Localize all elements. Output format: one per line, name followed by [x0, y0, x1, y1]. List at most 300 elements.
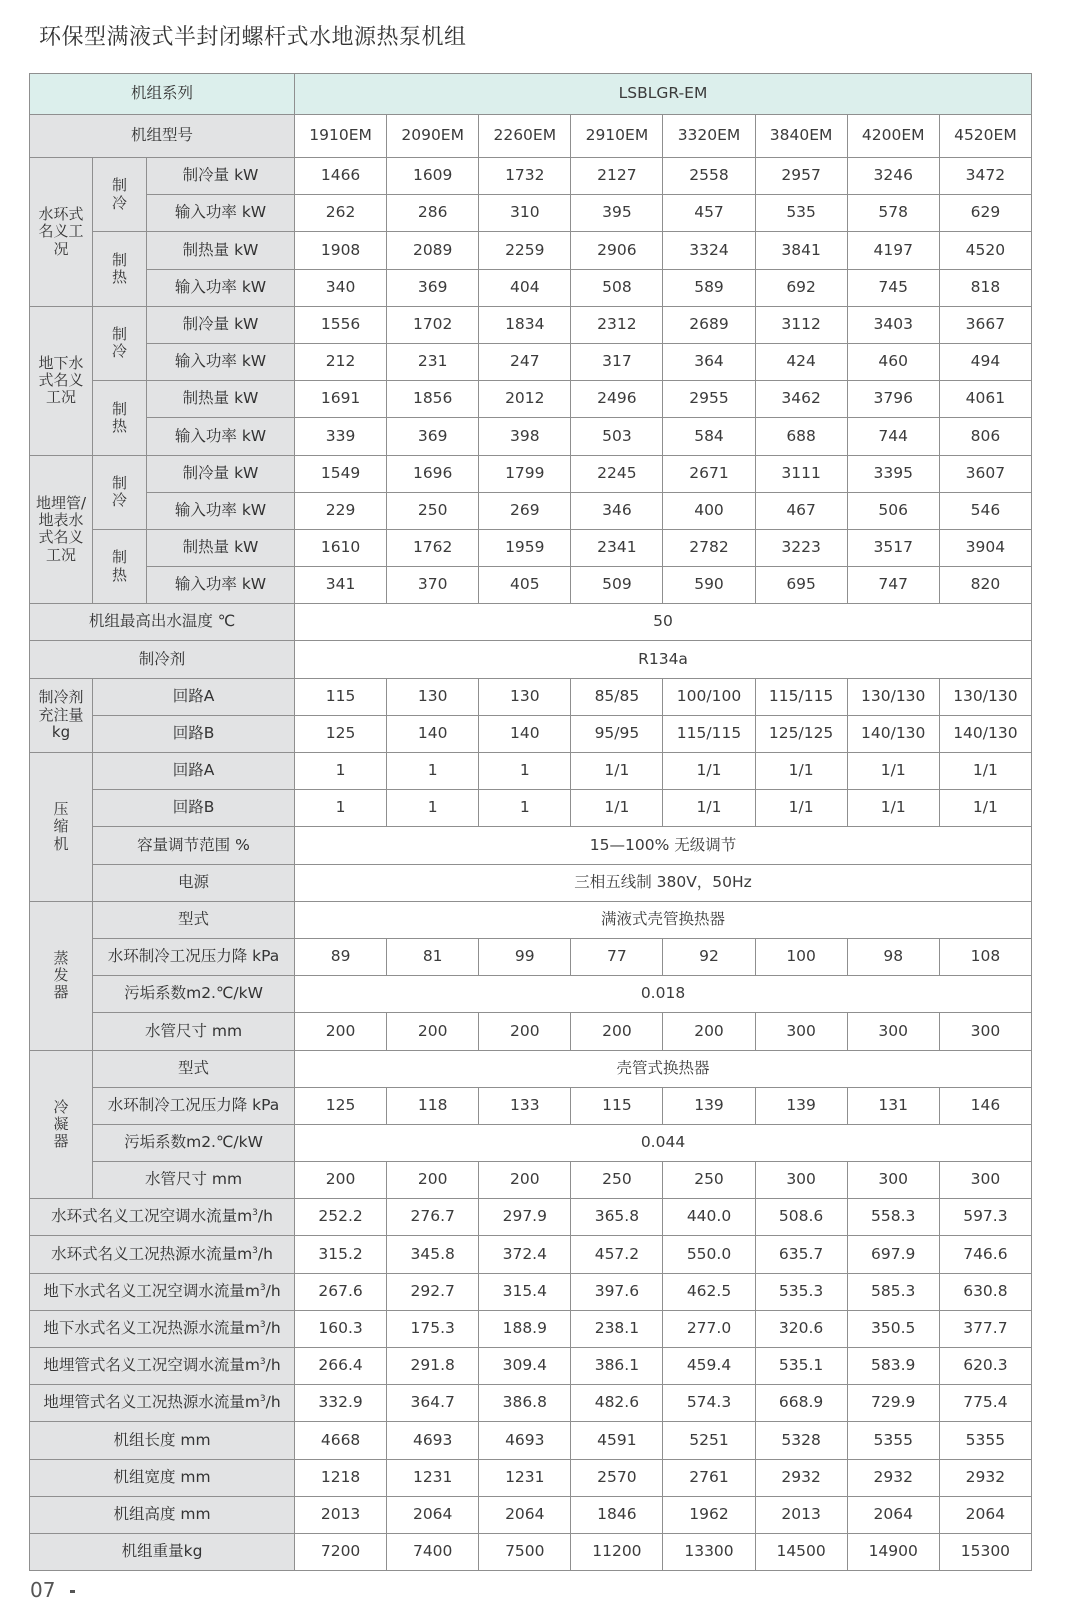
value-cell: 108: [939, 938, 1031, 975]
value-cell: 300: [939, 1162, 1031, 1199]
table-row: [30, 529, 1032, 566]
value-cell: 247: [479, 343, 571, 380]
value-cell: 386.1: [571, 1348, 663, 1385]
value-cell: 369: [387, 418, 479, 455]
model-header-cell: 3840EM: [755, 115, 847, 158]
groundwater-label: 地下水 式名义 工况: [30, 306, 93, 455]
flow-unit-exponent: 3: [259, 1282, 266, 1293]
value-cell: 369: [387, 269, 479, 306]
series-value: LSBLGR-EM: [295, 74, 1032, 115]
value-cell: 200: [295, 1162, 387, 1199]
value-cell: 4061: [939, 381, 1031, 418]
value-cell: 250: [663, 1162, 755, 1199]
value-cell: 269: [479, 492, 571, 529]
value-cell: 2761: [663, 1459, 755, 1496]
value-cell: 5355: [939, 1422, 1031, 1459]
value-cell: 3223: [755, 529, 847, 566]
value-cell: 315.4: [479, 1273, 571, 1310]
flow-label: [30, 1199, 295, 1236]
value-cell: 558.3: [847, 1199, 939, 1236]
value-cell: 692: [755, 269, 847, 306]
value-cell: 139: [755, 1087, 847, 1124]
flow-unit-exponent: 3: [252, 1208, 258, 1219]
value-cell: 372.4: [479, 1236, 571, 1273]
value-cell: 341: [295, 567, 387, 604]
value-cell: 77: [571, 938, 663, 975]
value-cell: 7200: [295, 1533, 387, 1570]
value-cell: 1/1: [847, 753, 939, 790]
cooling-capacity-label: 制冷量 kW: [147, 306, 295, 343]
value-cell: 200: [295, 1013, 387, 1050]
value-cell: 503: [571, 418, 663, 455]
value-cell: 3904: [939, 529, 1031, 566]
model-header-cell: 2090EM: [387, 115, 479, 158]
cooling-mode-label: 制 冷: [93, 306, 147, 380]
max-outlet-temp-label: 机组最高出水温度 ℃: [30, 604, 295, 641]
value-cell: 1/1: [755, 790, 847, 827]
value-cell: 320.6: [755, 1310, 847, 1347]
table-row: [30, 864, 1032, 901]
value-cell: 140: [387, 715, 479, 752]
value-cell: 3841: [755, 232, 847, 269]
value-cell: 115: [295, 678, 387, 715]
value-cell: 125/125: [755, 715, 847, 752]
flow-label-text: 地下水式名义工况空调水流量m: [43, 1281, 260, 1300]
flow-unit-exponent: 3: [259, 1319, 266, 1330]
value-cell: 11200: [571, 1533, 663, 1570]
value-cell: 1856: [387, 381, 479, 418]
flow-unit-exponent: 3: [259, 1357, 266, 1368]
value-cell: 309.4: [479, 1348, 571, 1385]
value-cell: 4668: [295, 1422, 387, 1459]
model-label: 机组型号: [30, 115, 295, 158]
value-cell: 630.8: [939, 1273, 1031, 1310]
value-cell: 276.7: [387, 1199, 479, 1236]
value-cell: 1549: [295, 455, 387, 492]
value-cell: 3395: [847, 455, 939, 492]
value-cell: 457.2: [571, 1236, 663, 1273]
dimension-label: 机组长度 mm: [30, 1422, 295, 1459]
value-cell: 370: [387, 567, 479, 604]
value-cell: 2127: [571, 158, 663, 195]
value-cell: 1846: [571, 1496, 663, 1533]
ground-loop-label: 地埋管/ 地表水 式名义 工况: [30, 455, 93, 604]
value-cell: 2496: [571, 381, 663, 418]
value-cell: 315.2: [295, 1236, 387, 1273]
charge-label: 制冷剂 充注量 kg: [30, 678, 93, 752]
table-row: [30, 790, 1032, 827]
page-title: 环保型满液式半封闭螺杆式水地源热泵机组: [39, 25, 467, 50]
value-cell: 2089: [387, 232, 479, 269]
value-cell: 494: [939, 343, 1031, 380]
flow-label-text: 水环式名义工况空调水流量m: [51, 1207, 253, 1226]
value-cell: 398: [479, 418, 571, 455]
table-row: [30, 1199, 1032, 1236]
value-cell: 2012: [479, 381, 571, 418]
flow-label: [30, 1273, 295, 1310]
circuit-b-label: 回路B: [93, 790, 295, 827]
heating-mode-label: 制 热: [93, 529, 147, 603]
table-row: [30, 1124, 1032, 1161]
flow-unit-tail: /h: [265, 1356, 281, 1375]
value-cell: 574.3: [663, 1385, 755, 1422]
fouling-label: 污垢系数m2.℃/kW: [93, 1124, 295, 1161]
pressure-drop-label: 水环制冷工况压力降 kPa: [93, 938, 295, 975]
value-cell: 4693: [479, 1422, 571, 1459]
dimension-label: 机组高度 mm: [30, 1496, 295, 1533]
value-cell: 1: [295, 790, 387, 827]
value-cell: 695: [755, 567, 847, 604]
value-cell: 140/130: [939, 715, 1031, 752]
value-cell: 1/1: [847, 790, 939, 827]
value-cell: 3324: [663, 232, 755, 269]
table-row: [30, 1236, 1032, 1273]
value-cell: 2932: [939, 1459, 1031, 1496]
value-cell: 350.5: [847, 1310, 939, 1347]
value-cell: 1231: [479, 1459, 571, 1496]
value-cell: 1/1: [571, 790, 663, 827]
capacity-range-value: 15—100% 无级调节: [295, 827, 1032, 864]
value-cell: 585.3: [847, 1273, 939, 1310]
value-cell: 1908: [295, 232, 387, 269]
value-cell: 1691: [295, 381, 387, 418]
table-row: [30, 641, 1032, 678]
value-cell: 1/1: [571, 753, 663, 790]
value-cell: 250: [571, 1162, 663, 1199]
value-cell: 1762: [387, 529, 479, 566]
value-cell: 2957: [755, 158, 847, 195]
value-cell: 1/1: [939, 753, 1031, 790]
value-cell: 397.6: [571, 1273, 663, 1310]
value-cell: 291.8: [387, 1348, 479, 1385]
compressor-label: 压 缩 机: [30, 753, 93, 902]
value-cell: 188.9: [479, 1310, 571, 1347]
value-cell: 5328: [755, 1422, 847, 1459]
table-row: [30, 418, 1032, 455]
value-cell: 4520: [939, 232, 1031, 269]
value-cell: 620.3: [939, 1348, 1031, 1385]
value-cell: 3667: [939, 306, 1031, 343]
refrigerant-value: R134a: [295, 641, 1032, 678]
value-cell: 277.0: [663, 1310, 755, 1347]
table-row: [30, 753, 1032, 790]
value-cell: 339: [295, 418, 387, 455]
value-cell: 7400: [387, 1533, 479, 1570]
circuit-a-label: 回路A: [93, 678, 295, 715]
value-cell: 212: [295, 343, 387, 380]
value-cell: 3112: [755, 306, 847, 343]
value-cell: 508: [571, 269, 663, 306]
value-cell: 2932: [755, 1459, 847, 1496]
table-row: [30, 715, 1032, 752]
value-cell: 139: [663, 1087, 755, 1124]
value-cell: 365.8: [571, 1199, 663, 1236]
value-cell: 300: [755, 1162, 847, 1199]
value-cell: 115/115: [663, 715, 755, 752]
table-row: [30, 1050, 1032, 1087]
evaporator-fouling-value: 0.018: [295, 976, 1032, 1013]
value-cell: 266.4: [295, 1348, 387, 1385]
value-cell: 535.3: [755, 1273, 847, 1310]
condenser-label: 冷 凝 器: [30, 1050, 93, 1199]
flow-label: [30, 1310, 295, 1347]
value-cell: 200: [571, 1013, 663, 1050]
value-cell: 2064: [479, 1496, 571, 1533]
value-cell: 252.2: [295, 1199, 387, 1236]
flow-label-text: 地埋管式名义工况热源水流量m: [43, 1393, 260, 1412]
value-cell: 3111: [755, 455, 847, 492]
value-cell: 3517: [847, 529, 939, 566]
value-cell: 405: [479, 567, 571, 604]
value-cell: 459.4: [663, 1348, 755, 1385]
heating-capacity-label: 制热量 kW: [147, 232, 295, 269]
flow-unit-tail: /h: [265, 1393, 281, 1412]
value-cell: 262: [295, 195, 387, 232]
circuit-b-label: 回路B: [93, 715, 295, 752]
value-cell: 5355: [847, 1422, 939, 1459]
fouling-label: 污垢系数m2.℃/kW: [93, 976, 295, 1013]
value-cell: 4591: [571, 1422, 663, 1459]
value-cell: 506: [847, 492, 939, 529]
flow-label: [30, 1385, 295, 1422]
value-cell: 2259: [479, 232, 571, 269]
value-cell: 590: [663, 567, 755, 604]
table-row: [30, 604, 1032, 641]
value-cell: 130/130: [847, 678, 939, 715]
table-row: [30, 1162, 1032, 1199]
value-cell: 395: [571, 195, 663, 232]
value-cell: 1/1: [939, 790, 1031, 827]
cooling-capacity-label: 制冷量 kW: [147, 455, 295, 492]
value-cell: 1/1: [663, 753, 755, 790]
value-cell: 1696: [387, 455, 479, 492]
value-cell: 2671: [663, 455, 755, 492]
cooling-mode-label: 制 冷: [93, 158, 147, 232]
value-cell: 467: [755, 492, 847, 529]
value-cell: 200: [663, 1013, 755, 1050]
value-cell: 2064: [387, 1496, 479, 1533]
value-cell: 85/85: [571, 678, 663, 715]
value-cell: 4693: [387, 1422, 479, 1459]
table-row: [30, 343, 1032, 380]
table-row: [30, 158, 1032, 195]
value-cell: 286: [387, 195, 479, 232]
dimension-label: 机组重量kg: [30, 1533, 295, 1570]
value-cell: 2013: [295, 1496, 387, 1533]
value-cell: 130/130: [939, 678, 1031, 715]
type-label: 型式: [93, 1050, 295, 1087]
flow-unit-exponent: 3: [252, 1245, 258, 1256]
value-cell: 7500: [479, 1533, 571, 1570]
value-cell: 1799: [479, 455, 571, 492]
value-cell: 482.6: [571, 1385, 663, 1422]
value-cell: 550.0: [663, 1236, 755, 1273]
value-cell: 1959: [479, 529, 571, 566]
value-cell: 1: [479, 790, 571, 827]
value-cell: 5251: [663, 1422, 755, 1459]
table-row: [30, 1013, 1032, 1050]
flow-unit-tail: /h: [265, 1319, 281, 1337]
value-cell: 131: [847, 1087, 939, 1124]
table-row: [30, 1348, 1032, 1385]
value-cell: 1702: [387, 306, 479, 343]
flow-label-text: 地下水式名义工况热源水流量m: [43, 1319, 260, 1337]
value-cell: 1556: [295, 306, 387, 343]
model-header-cell: 4520EM: [939, 115, 1031, 158]
pressure-drop-label: 水环制冷工况压力降 kPa: [93, 1087, 295, 1124]
circuit-a-label: 回路A: [93, 753, 295, 790]
value-cell: 231: [387, 343, 479, 380]
value-cell: 98: [847, 938, 939, 975]
table-row: [30, 381, 1032, 418]
table-row: [30, 1496, 1032, 1533]
model-header-cell: 2260EM: [479, 115, 571, 158]
value-cell: 2064: [847, 1496, 939, 1533]
value-cell: 250: [387, 492, 479, 529]
value-cell: 404: [479, 269, 571, 306]
table-row: [30, 455, 1032, 492]
value-cell: 300: [939, 1013, 1031, 1050]
value-cell: 1962: [663, 1496, 755, 1533]
flow-unit-tail: /h: [257, 1207, 273, 1226]
power-supply-label: 电源: [93, 864, 295, 901]
value-cell: 332.9: [295, 1385, 387, 1422]
value-cell: 635.7: [755, 1236, 847, 1273]
value-cell: 1231: [387, 1459, 479, 1496]
pipe-size-label: 水管尺寸 mm: [93, 1013, 295, 1050]
value-cell: 377.7: [939, 1310, 1031, 1347]
value-cell: 133: [479, 1087, 571, 1124]
value-cell: 140/130: [847, 715, 939, 752]
refrigerant-label: 制冷剂: [30, 641, 295, 678]
value-cell: 95/95: [571, 715, 663, 752]
value-cell: 100/100: [663, 678, 755, 715]
value-cell: 118: [387, 1087, 479, 1124]
value-cell: 229: [295, 492, 387, 529]
value-cell: 300: [847, 1013, 939, 1050]
value-cell: 2932: [847, 1459, 939, 1496]
value-cell: 597.3: [939, 1199, 1031, 1236]
value-cell: 100: [755, 938, 847, 975]
value-cell: 200: [387, 1013, 479, 1050]
page-number: 07: [30, 1578, 56, 1602]
input-power-label: 输入功率 kW: [147, 195, 295, 232]
input-power-label: 输入功率 kW: [147, 343, 295, 380]
value-cell: 1: [295, 753, 387, 790]
value-cell: 546: [939, 492, 1031, 529]
value-cell: 200: [387, 1162, 479, 1199]
power-supply-value: 三相五线制 380V，50Hz: [295, 864, 1032, 901]
value-cell: 535: [755, 195, 847, 232]
value-cell: 2689: [663, 306, 755, 343]
value-cell: 1: [387, 753, 479, 790]
value-cell: 310: [479, 195, 571, 232]
capacity-range-label: 容量调节范围 %: [93, 827, 295, 864]
value-cell: 668.9: [755, 1385, 847, 1422]
value-cell: 508.6: [755, 1199, 847, 1236]
value-cell: 3472: [939, 158, 1031, 195]
table-row: [30, 269, 1032, 306]
value-cell: 2906: [571, 232, 663, 269]
value-cell: 364.7: [387, 1385, 479, 1422]
value-cell: 746.6: [939, 1236, 1031, 1273]
flow-unit-tail: /h: [265, 1281, 281, 1300]
input-power-label: 输入功率 kW: [147, 269, 295, 306]
value-cell: 3462: [755, 381, 847, 418]
condenser-type-value: 壳管式换热器: [295, 1050, 1032, 1087]
value-cell: 364: [663, 343, 755, 380]
cooling-mode-label: 制 冷: [93, 455, 147, 529]
value-cell: 1834: [479, 306, 571, 343]
value-cell: 300: [847, 1162, 939, 1199]
value-cell: 386.8: [479, 1385, 571, 1422]
value-cell: 2013: [755, 1496, 847, 1533]
value-cell: 1: [479, 753, 571, 790]
input-power-label: 输入功率 kW: [147, 567, 295, 604]
value-cell: 115/115: [755, 678, 847, 715]
value-cell: 81: [387, 938, 479, 975]
value-cell: 4197: [847, 232, 939, 269]
value-cell: 462.5: [663, 1273, 755, 1310]
value-cell: 818: [939, 269, 1031, 306]
value-cell: 440.0: [663, 1199, 755, 1236]
value-cell: 745: [847, 269, 939, 306]
value-cell: 2064: [939, 1496, 1031, 1533]
value-cell: 340: [295, 269, 387, 306]
value-cell: 589: [663, 269, 755, 306]
cooling-capacity-label: 制冷量 kW: [147, 158, 295, 195]
table-row: [30, 901, 1032, 938]
value-cell: 99: [479, 938, 571, 975]
input-power-label: 输入功率 kW: [147, 418, 295, 455]
value-cell: 697.9: [847, 1236, 939, 1273]
table-row: [30, 1422, 1032, 1459]
input-power-label: 输入功率 kW: [147, 492, 295, 529]
value-cell: 146: [939, 1087, 1031, 1124]
value-cell: 2245: [571, 455, 663, 492]
evaporator-type-value: 满液式壳管换热器: [295, 901, 1032, 938]
page-number-mark: [70, 1590, 75, 1593]
heating-mode-label: 制 热: [93, 381, 147, 455]
value-cell: 629: [939, 195, 1031, 232]
table-row: [30, 1087, 1032, 1124]
table-row: [30, 938, 1032, 975]
dimension-label: 机组宽度 mm: [30, 1459, 295, 1496]
value-cell: 2955: [663, 381, 755, 418]
value-cell: 3796: [847, 381, 939, 418]
value-cell: 1610: [295, 529, 387, 566]
condenser-fouling-value: 0.044: [295, 1124, 1032, 1161]
value-cell: 583.9: [847, 1348, 939, 1385]
type-label: 型式: [93, 901, 295, 938]
value-cell: 457: [663, 195, 755, 232]
value-cell: 3246: [847, 158, 939, 195]
value-cell: 747: [847, 567, 939, 604]
value-cell: 130: [387, 678, 479, 715]
table-row: [30, 1310, 1032, 1347]
table-row: [30, 1533, 1032, 1570]
value-cell: 509: [571, 567, 663, 604]
value-cell: 292.7: [387, 1273, 479, 1310]
value-cell: 13300: [663, 1533, 755, 1570]
table-row: [30, 74, 1032, 115]
value-cell: 584: [663, 418, 755, 455]
value-cell: 1/1: [663, 790, 755, 827]
heating-capacity-label: 制热量 kW: [147, 381, 295, 418]
value-cell: 92: [663, 938, 755, 975]
value-cell: 2558: [663, 158, 755, 195]
flow-label-text: 地埋管式名义工况空调水流量m: [43, 1356, 260, 1375]
